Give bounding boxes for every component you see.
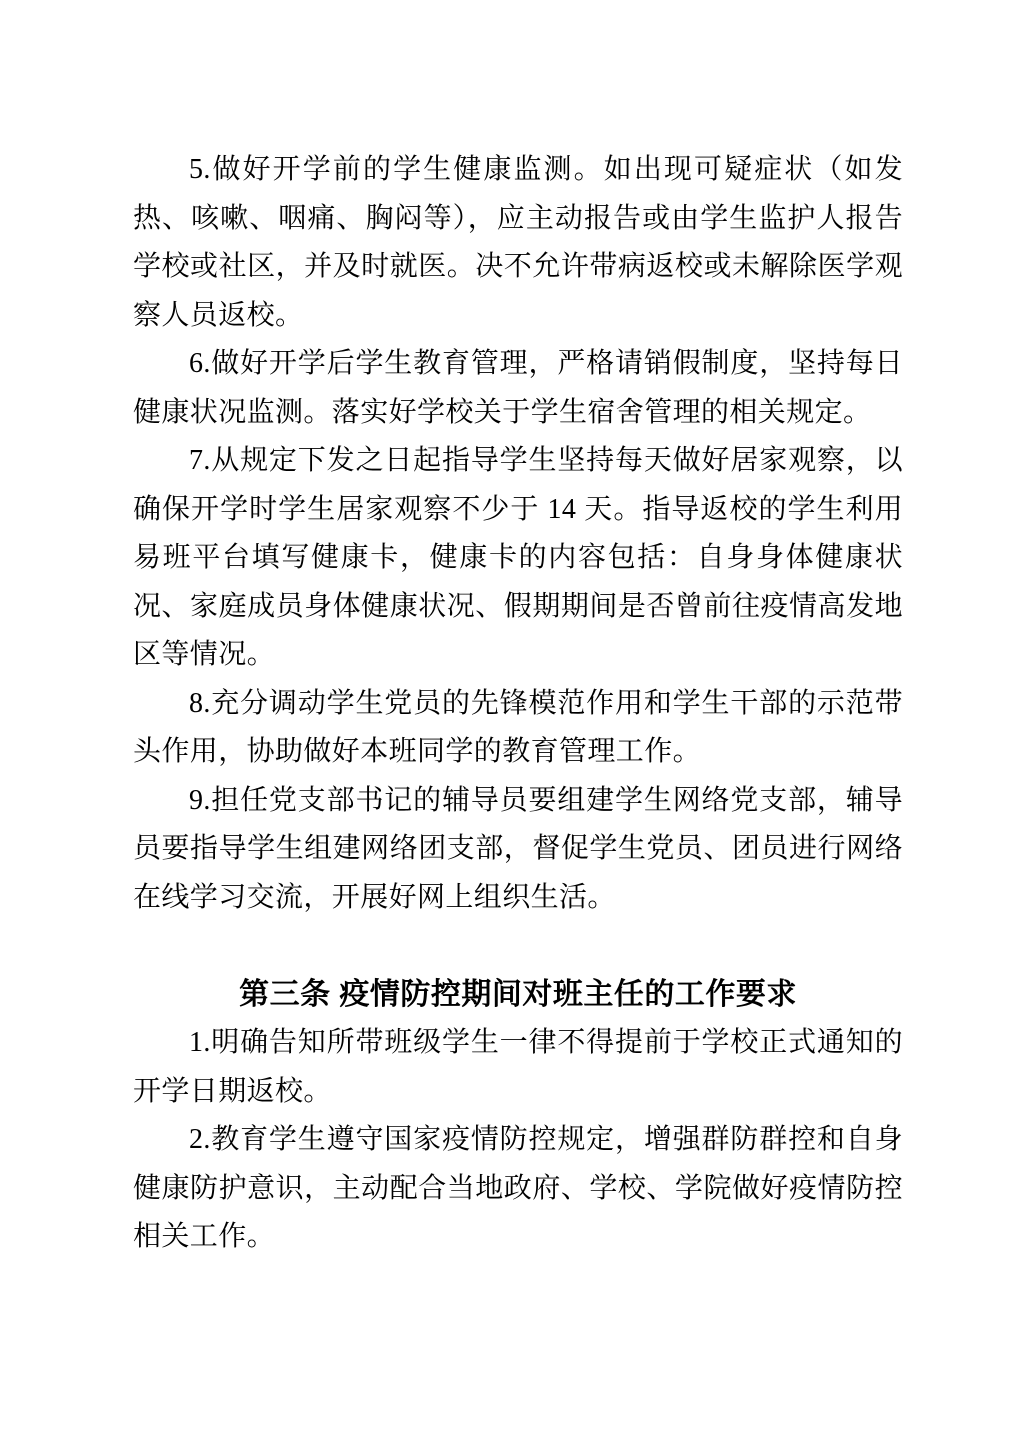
clause-6-paragraph: 6.做好开学后学生教育管理，严格请销假制度，坚持每日健康状况监测。落实好学校关于学生宿舍管理的相关规定。	[133, 348, 903, 428]
document-content	[133, 146, 903, 1262]
clause-8-paragraph: 8.充分调动学生党员的先锋模范作用和学生干部的示范带头作用，协助做好本班同学的教育管理工作。	[133, 687, 903, 767]
clause-2-paragraph: 2.教育学生遵守国家疫情防控规定，增强群防群控和自身健康防护意识，主动配合当地政府、学校、学院做好疫情防控相关工作。	[133, 1124, 903, 1252]
clause-9-paragraph: 9.担任党支部书记的辅导员要组建学生网络党支部，辅导员要指导学生组建网络团支部，督促学生党员、团员进行网络在线学习交流，开展好网上组织生活。	[133, 784, 903, 913]
clause-1-paragraph: 1.明确告知所带班级学生一律不得提前于学校正式通知的开学日期返校。	[133, 1027, 903, 1107]
clause-5-paragraph: 5.做好开学前的学生健康监测。如出现可疑症状（如发热、咳嗽、咽痛、胸闷等），应主动报告或由学生监护人报告学校或社区，并及时就医。决不允许带病返校或未解除医学观察人员返校。	[133, 154, 903, 331]
clause-7-paragraph: 7.从规定下发之日起指导学生坚持每天做好居家观察，以确保开学时学生居家观察不少于 14 天。指导返校的学生利用易班平台填写健康卡，健康卡的内容包括：自身身体健康状况、家庭成员身体健康状况、假期期间是否曾前往疫情高发地区等情况。	[133, 445, 903, 670]
section-heading-article-3: 第三条 疫情防控期间对班主任的工作要求	[239, 977, 797, 1011]
